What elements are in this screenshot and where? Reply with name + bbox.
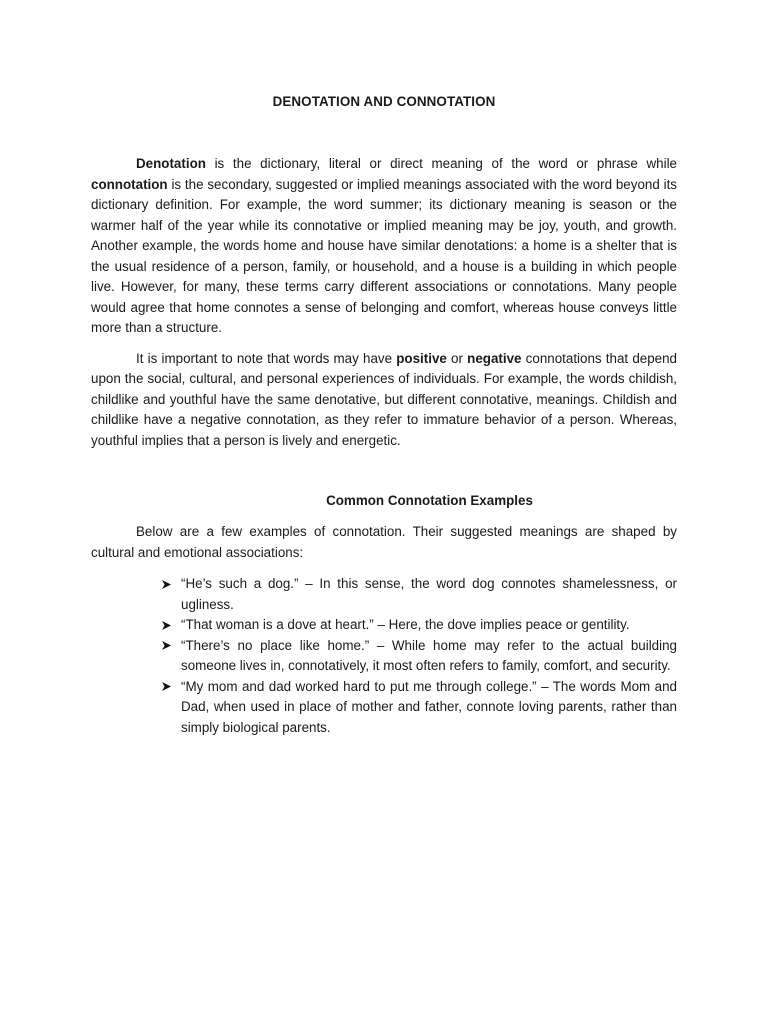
list-item [159, 615, 677, 636]
section-subheading: Common Connotation Examples [326, 493, 533, 508]
list-item [159, 636, 677, 677]
paragraph-text: connotations that depend upon the social, cultural, and personal experiences of individuals. For example, the words childish, childlike and youthful have the same denotative, but different connotative, meanings. Childish and childlike have a negative connotation, as they refer to immature behavior of a person. Whereas, youthful implies that a person is lively and energetic. [91, 350, 678, 448]
intro-text: Below are a few examples of connotation. Their suggested meanings are shaped by cultural and emotional associations: [91, 524, 677, 560]
term-denotation: Denotation [136, 156, 206, 171]
examples-list [159, 574, 677, 738]
paragraph-positive-negative [91, 349, 677, 452]
paragraph-text: It is important to note that words may have [136, 350, 397, 366]
document-title: DENOTATION AND CONNOTATION [272, 94, 496, 109]
arrowhead-bullet-icon [159, 574, 173, 594]
list-item [159, 574, 677, 615]
paragraph-text: is the secondary, suggested or implied meanings associated with the word beyond its dictionary definition. For example, the word summer; its dictionary meaning is season or the warmer half of the year while its connotative or implied meaning may be joy, youth, and growth. Another example, the words home and house have similar denotations: a home is a shelter that is the usual residence of a person, family, or household, and a house is a building in which people live. However, for many, these terms carry different associations or connotations. Many people would agree that home connotes a sense of belonging and comfort, whereas house conveys little more than a structure. [91, 176, 677, 335]
term-negative: negative [467, 350, 522, 366]
paragraph-text: is the dictionary, literal or direct meaning of the word or phrase while [205, 156, 677, 171]
paragraph-text: or [446, 350, 468, 366]
example-text: “That woman is a dove at heart.” – Here, the dove implies peace or gentility. [181, 617, 630, 632]
arrowhead-bullet-icon [159, 636, 173, 656]
term-connotation: connotation [91, 176, 168, 192]
list-item [159, 677, 677, 739]
section-intro [91, 522, 677, 563]
arrowhead-bullet-icon [159, 615, 173, 635]
example-text: “He’s such a dog.” – In this sense, the word dog connotes shamelessness, or ugliness. [181, 576, 677, 612]
arrowhead-bullet-icon [159, 677, 173, 697]
example-text: “My mom and dad worked hard to put me through college.” – The words Mom and Dad, when used in place of mother and father, connote loving parents, rather than simply biological parents. [181, 678, 677, 735]
paragraph-denotation [91, 154, 677, 339]
example-text: “There’s no place like home.” – While home may refer to the actual building someone lives in, connotatively, it most often refers to family, comfort, and security. [181, 637, 677, 673]
term-positive: positive [396, 350, 447, 366]
document-body [91, 154, 677, 451]
